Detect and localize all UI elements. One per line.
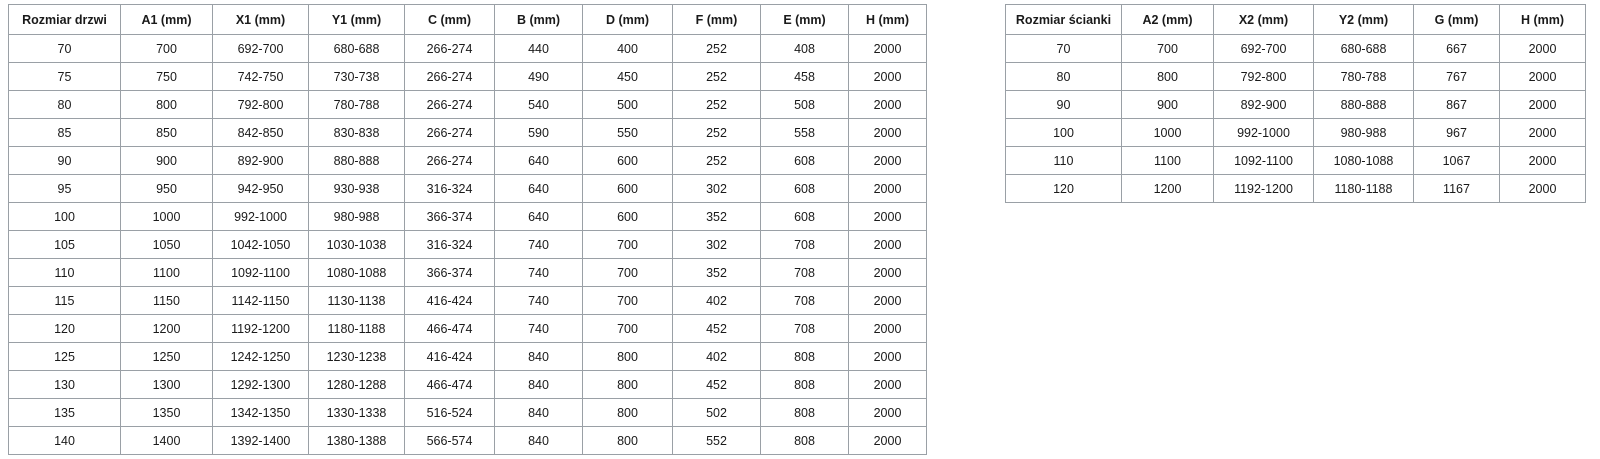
doors-value-cell: 516-524 [405, 399, 495, 427]
doors-value-cell: 400 [583, 35, 673, 63]
doors-value-cell: 266-274 [405, 63, 495, 91]
doors-value-cell: 740 [495, 259, 583, 287]
doors-value-cell: 600 [583, 203, 673, 231]
walls-value-cell: 867 [1414, 91, 1500, 119]
doors-value-cell: 1100 [121, 259, 213, 287]
walls-value-cell: 1200 [1122, 175, 1214, 203]
doors-value-cell: 950 [121, 175, 213, 203]
doors-value-cell: 458 [761, 63, 849, 91]
doors-value-cell: 1192-1200 [213, 315, 309, 343]
doors-value-cell: 2000 [849, 203, 927, 231]
doors-value-cell: 830-838 [309, 119, 405, 147]
doors-value-cell: 880-888 [309, 147, 405, 175]
doors-value-cell: 466-474 [405, 315, 495, 343]
table-row [1006, 175, 1586, 203]
doors-value-cell: 2000 [849, 287, 927, 315]
doors-value-cell: 600 [583, 175, 673, 203]
doors-value-cell: 2000 [849, 399, 927, 427]
doors-size-cell: 70 [9, 35, 121, 63]
doors-value-cell: 2000 [849, 315, 927, 343]
doors-value-cell: 252 [673, 35, 761, 63]
doors-size-cell: 130 [9, 371, 121, 399]
doors-value-cell: 366-374 [405, 203, 495, 231]
doors-value-cell: 1292-1300 [213, 371, 309, 399]
doors-value-cell: 500 [583, 91, 673, 119]
walls-value-cell: 1000 [1122, 119, 1214, 147]
doors-value-cell: 416-424 [405, 343, 495, 371]
walls-value-cell: 2000 [1500, 147, 1586, 175]
doors-value-cell: 740 [495, 231, 583, 259]
walls-value-cell: 667 [1414, 35, 1500, 63]
walls-size-cell: 110 [1006, 147, 1122, 175]
doors-value-cell: 266-274 [405, 35, 495, 63]
doors-value-cell: 366-374 [405, 259, 495, 287]
doors-value-cell: 2000 [849, 119, 927, 147]
doors-value-cell: 608 [761, 175, 849, 203]
doors-value-cell: 552 [673, 427, 761, 455]
doors-value-cell: 840 [495, 343, 583, 371]
walls-value-cell: 900 [1122, 91, 1214, 119]
doors-value-cell: 708 [761, 259, 849, 287]
table-header-row [1006, 5, 1586, 35]
table-row [1006, 119, 1586, 147]
doors-value-cell: 1392-1400 [213, 427, 309, 455]
walls-size-cell: 80 [1006, 63, 1122, 91]
walls-value-cell: 892-900 [1214, 91, 1314, 119]
doors-value-cell: 740 [495, 287, 583, 315]
table-row [9, 175, 927, 203]
doors-size-cell: 80 [9, 91, 121, 119]
doors-value-cell: 792-800 [213, 91, 309, 119]
doors-value-cell: 1080-1088 [309, 259, 405, 287]
doors-column-header: Rozmiar drzwi [9, 5, 121, 35]
walls-column-header: A2 (mm) [1122, 5, 1214, 35]
doors-value-cell: 508 [761, 91, 849, 119]
doors-value-cell: 708 [761, 231, 849, 259]
doors-value-cell: 402 [673, 287, 761, 315]
walls-dimensions-table [1005, 4, 1586, 203]
doors-value-cell: 252 [673, 63, 761, 91]
doors-value-cell: 1180-1188 [309, 315, 405, 343]
doors-value-cell: 800 [583, 343, 673, 371]
walls-value-cell: 2000 [1500, 35, 1586, 63]
doors-value-cell: 930-938 [309, 175, 405, 203]
doors-value-cell: 800 [583, 427, 673, 455]
walls-table-body [1006, 35, 1586, 203]
doors-value-cell: 700 [583, 315, 673, 343]
doors-value-cell: 352 [673, 203, 761, 231]
table-row [9, 259, 927, 287]
doors-size-cell: 100 [9, 203, 121, 231]
doors-value-cell: 1092-1100 [213, 259, 309, 287]
doors-value-cell: 1380-1388 [309, 427, 405, 455]
doors-value-cell: 352 [673, 259, 761, 287]
doors-value-cell: 416-424 [405, 287, 495, 315]
doors-value-cell: 1342-1350 [213, 399, 309, 427]
doors-value-cell: 2000 [849, 91, 927, 119]
table-row [1006, 91, 1586, 119]
doors-value-cell: 840 [495, 427, 583, 455]
doors-value-cell: 808 [761, 343, 849, 371]
walls-value-cell: 800 [1122, 63, 1214, 91]
doors-value-cell: 2000 [849, 63, 927, 91]
doors-value-cell: 640 [495, 175, 583, 203]
doors-value-cell: 252 [673, 91, 761, 119]
doors-value-cell: 640 [495, 203, 583, 231]
doors-column-header: H (mm) [849, 5, 927, 35]
walls-value-cell: 2000 [1500, 119, 1586, 147]
walls-size-cell: 120 [1006, 175, 1122, 203]
table-row [9, 203, 927, 231]
walls-size-cell: 90 [1006, 91, 1122, 119]
doors-value-cell: 252 [673, 119, 761, 147]
walls-column-header: Rozmiar ścianki [1006, 5, 1122, 35]
walls-value-cell: 1067 [1414, 147, 1500, 175]
doors-value-cell: 900 [121, 147, 213, 175]
walls-value-cell: 980-988 [1314, 119, 1414, 147]
doors-size-cell: 85 [9, 119, 121, 147]
table-row [9, 91, 927, 119]
doors-value-cell: 2000 [849, 147, 927, 175]
doors-value-cell: 800 [121, 91, 213, 119]
walls-value-cell: 1092-1100 [1214, 147, 1314, 175]
doors-value-cell: 1330-1338 [309, 399, 405, 427]
doors-value-cell: 266-274 [405, 91, 495, 119]
walls-value-cell: 2000 [1500, 91, 1586, 119]
doors-value-cell: 942-950 [213, 175, 309, 203]
walls-size-cell: 100 [1006, 119, 1122, 147]
walls-value-cell: 967 [1414, 119, 1500, 147]
doors-value-cell: 608 [761, 147, 849, 175]
table-row [1006, 35, 1586, 63]
doors-value-cell: 800 [583, 371, 673, 399]
doors-value-cell: 840 [495, 399, 583, 427]
doors-value-cell: 1280-1288 [309, 371, 405, 399]
doors-value-cell: 992-1000 [213, 203, 309, 231]
table-header-row [9, 5, 927, 35]
doors-value-cell: 502 [673, 399, 761, 427]
doors-value-cell: 266-274 [405, 147, 495, 175]
walls-value-cell: 792-800 [1214, 63, 1314, 91]
doors-size-cell: 140 [9, 427, 121, 455]
doors-value-cell: 740 [495, 315, 583, 343]
doors-size-cell: 110 [9, 259, 121, 287]
walls-size-cell: 70 [1006, 35, 1122, 63]
doors-value-cell: 892-900 [213, 147, 309, 175]
doors-value-cell: 302 [673, 175, 761, 203]
walls-column-header: H (mm) [1500, 5, 1586, 35]
doors-value-cell: 750 [121, 63, 213, 91]
table-row [9, 371, 927, 399]
doors-value-cell: 680-688 [309, 35, 405, 63]
doors-value-cell: 780-788 [309, 91, 405, 119]
doors-value-cell: 808 [761, 399, 849, 427]
doors-value-cell: 608 [761, 203, 849, 231]
doors-value-cell: 2000 [849, 371, 927, 399]
doors-value-cell: 1200 [121, 315, 213, 343]
table-row [9, 63, 927, 91]
doors-value-cell: 566-574 [405, 427, 495, 455]
table-row [9, 287, 927, 315]
walls-value-cell: 2000 [1500, 175, 1586, 203]
walls-column-header: G (mm) [1414, 5, 1500, 35]
doors-value-cell: 1350 [121, 399, 213, 427]
table-row [9, 343, 927, 371]
doors-value-cell: 1300 [121, 371, 213, 399]
doors-value-cell: 2000 [849, 175, 927, 203]
doors-value-cell: 700 [121, 35, 213, 63]
table-row [9, 399, 927, 427]
doors-value-cell: 708 [761, 315, 849, 343]
doors-value-cell: 1400 [121, 427, 213, 455]
doors-size-cell: 75 [9, 63, 121, 91]
walls-value-cell: 2000 [1500, 63, 1586, 91]
doors-value-cell: 850 [121, 119, 213, 147]
walls-value-cell: 700 [1122, 35, 1214, 63]
doors-table-header [9, 5, 927, 35]
walls-value-cell: 1100 [1122, 147, 1214, 175]
doors-value-cell: 2000 [849, 427, 927, 455]
doors-column-header: D (mm) [583, 5, 673, 35]
doors-value-cell: 840 [495, 371, 583, 399]
doors-value-cell: 842-850 [213, 119, 309, 147]
doors-dimensions-table-container [8, 4, 927, 455]
table-row [9, 35, 927, 63]
doors-size-cell: 115 [9, 287, 121, 315]
table-row [9, 147, 927, 175]
walls-value-cell: 692-700 [1214, 35, 1314, 63]
doors-size-cell: 135 [9, 399, 121, 427]
doors-value-cell: 466-474 [405, 371, 495, 399]
doors-value-cell: 408 [761, 35, 849, 63]
doors-value-cell: 590 [495, 119, 583, 147]
walls-value-cell: 1192-1200 [1214, 175, 1314, 203]
doors-size-cell: 90 [9, 147, 121, 175]
doors-value-cell: 1142-1150 [213, 287, 309, 315]
doors-size-cell: 120 [9, 315, 121, 343]
doors-value-cell: 730-738 [309, 63, 405, 91]
doors-column-header: X1 (mm) [213, 5, 309, 35]
doors-value-cell: 640 [495, 147, 583, 175]
walls-value-cell: 780-788 [1314, 63, 1414, 91]
table-row [9, 427, 927, 455]
doors-value-cell: 2000 [849, 259, 927, 287]
doors-value-cell: 452 [673, 371, 761, 399]
doors-value-cell: 700 [583, 287, 673, 315]
doors-value-cell: 808 [761, 371, 849, 399]
doors-size-cell: 95 [9, 175, 121, 203]
doors-value-cell: 800 [583, 399, 673, 427]
doors-size-cell: 125 [9, 343, 121, 371]
doors-value-cell: 600 [583, 147, 673, 175]
doors-value-cell: 252 [673, 147, 761, 175]
walls-dimensions-table-container [1005, 4, 1586, 203]
doors-column-header: B (mm) [495, 5, 583, 35]
doors-value-cell: 1130-1138 [309, 287, 405, 315]
doors-value-cell: 1242-1250 [213, 343, 309, 371]
walls-value-cell: 880-888 [1314, 91, 1414, 119]
walls-table-header [1006, 5, 1586, 35]
table-row [9, 315, 927, 343]
doors-value-cell: 452 [673, 315, 761, 343]
doors-value-cell: 808 [761, 427, 849, 455]
doors-column-header: A1 (mm) [121, 5, 213, 35]
doors-value-cell: 266-274 [405, 119, 495, 147]
doors-size-cell: 105 [9, 231, 121, 259]
doors-value-cell: 2000 [849, 231, 927, 259]
doors-table-body [9, 35, 927, 455]
doors-value-cell: 302 [673, 231, 761, 259]
doors-value-cell: 1150 [121, 287, 213, 315]
walls-value-cell: 680-688 [1314, 35, 1414, 63]
doors-dimensions-table [8, 4, 927, 455]
doors-value-cell: 402 [673, 343, 761, 371]
doors-value-cell: 558 [761, 119, 849, 147]
walls-column-header: X2 (mm) [1214, 5, 1314, 35]
doors-value-cell: 1230-1238 [309, 343, 405, 371]
walls-value-cell: 1180-1188 [1314, 175, 1414, 203]
doors-column-header: E (mm) [761, 5, 849, 35]
doors-value-cell: 980-988 [309, 203, 405, 231]
doors-value-cell: 550 [583, 119, 673, 147]
doors-column-header: C (mm) [405, 5, 495, 35]
doors-column-header: Y1 (mm) [309, 5, 405, 35]
doors-column-header: F (mm) [673, 5, 761, 35]
doors-value-cell: 700 [583, 231, 673, 259]
walls-value-cell: 992-1000 [1214, 119, 1314, 147]
table-row [1006, 63, 1586, 91]
table-row [9, 231, 927, 259]
doors-value-cell: 1250 [121, 343, 213, 371]
doors-value-cell: 450 [583, 63, 673, 91]
doors-value-cell: 540 [495, 91, 583, 119]
doors-value-cell: 708 [761, 287, 849, 315]
doors-value-cell: 1042-1050 [213, 231, 309, 259]
doors-value-cell: 490 [495, 63, 583, 91]
doors-value-cell: 1050 [121, 231, 213, 259]
walls-value-cell: 767 [1414, 63, 1500, 91]
doors-value-cell: 2000 [849, 343, 927, 371]
doors-value-cell: 440 [495, 35, 583, 63]
doors-value-cell: 1030-1038 [309, 231, 405, 259]
doors-value-cell: 2000 [849, 35, 927, 63]
doors-value-cell: 692-700 [213, 35, 309, 63]
doors-value-cell: 742-750 [213, 63, 309, 91]
table-row [1006, 147, 1586, 175]
walls-value-cell: 1080-1088 [1314, 147, 1414, 175]
doors-value-cell: 316-324 [405, 231, 495, 259]
doors-value-cell: 700 [583, 259, 673, 287]
walls-column-header: Y2 (mm) [1314, 5, 1414, 35]
walls-value-cell: 1167 [1414, 175, 1500, 203]
doors-value-cell: 1000 [121, 203, 213, 231]
doors-value-cell: 316-324 [405, 175, 495, 203]
table-row [9, 119, 927, 147]
